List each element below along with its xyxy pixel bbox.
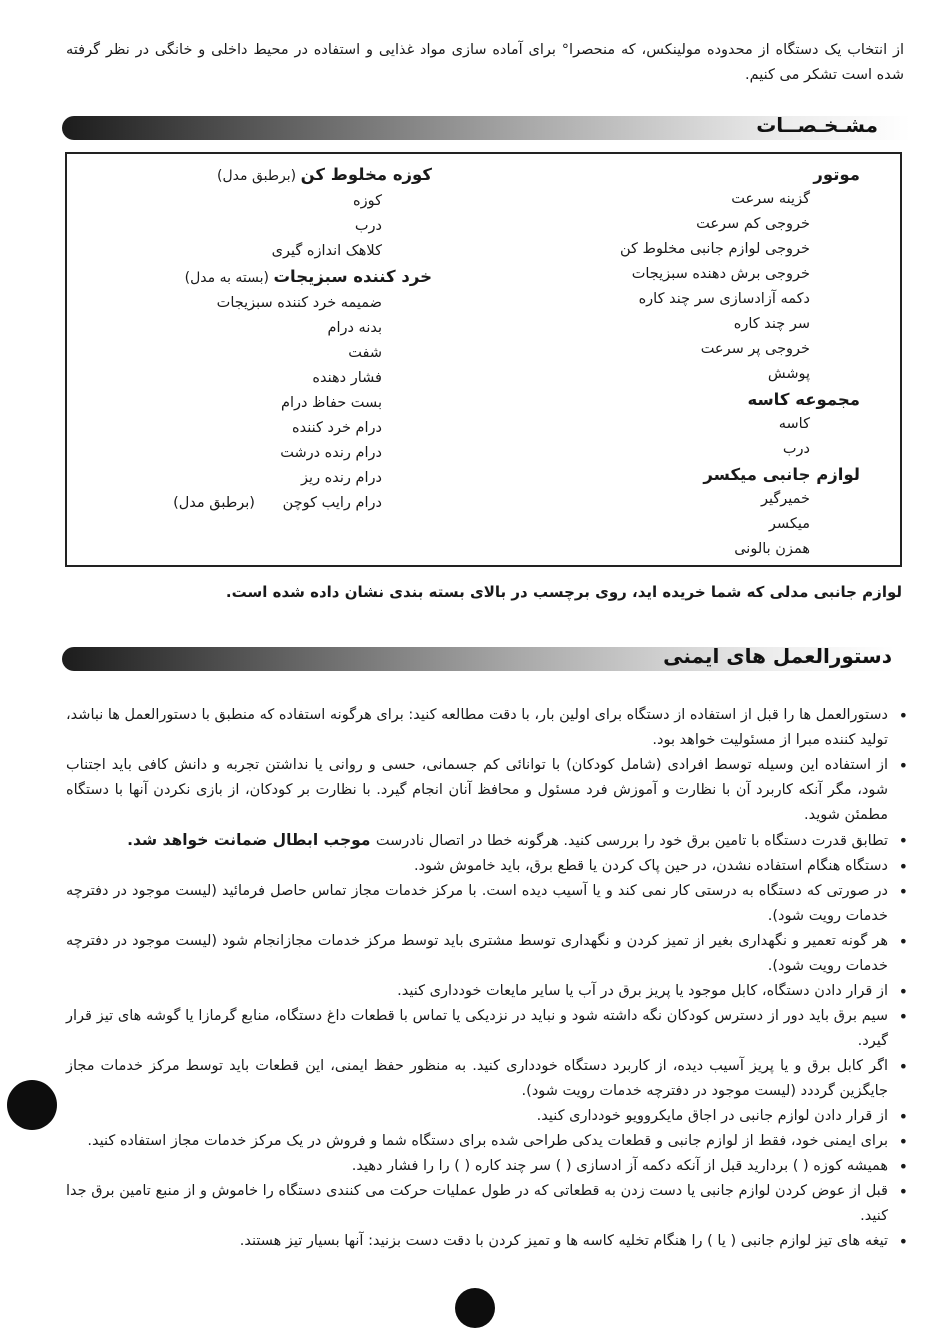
spec-group-heading xyxy=(102,162,432,189)
spec-group-heading-text: کوزه مخلوط کن xyxy=(300,165,432,184)
spec-item: کاسه xyxy=(778,416,810,432)
intro-paragraph: از انتخاب یک دستگاه از محدوده مولینکس، که منحصرا° برای آماده سازی مواد غذایی و استفاده در محیط داخلی و خانگی در نظر گرفته شده است تشکر می کنیم. xyxy=(66,42,904,83)
safety-item-text: از استفاده این وسیله توسط افرادی (شامل کودکان) با توانائی کم جسمانی، حسی و روانی یا نداشتن تجربه و دانش کافی باید اجتناب شود، مگر آنکه کاربرد آن با نظارت و آموزش فرد مسئول و محافظ آنان انجام گیرد. با نظارت بر کودکان، از بازی نکردن آنها با دستگاه مطمئن شوید. xyxy=(66,757,888,823)
safety-item-text: دستگاه هنگام استفاده نشدن، در حین پاک کردن یا قطع برق، باید خاموش شود. xyxy=(413,858,888,874)
safety-item xyxy=(66,1154,912,1179)
spec-group-heading xyxy=(480,162,860,187)
spec-item: درام رنده ریز xyxy=(301,470,382,486)
safety-list xyxy=(66,703,912,1254)
specs-note: لوازم جانبی مدلی که شما خریده اید، روی برچسب در بالای بسته بندی نشان داده شده است. xyxy=(225,583,902,601)
specs-right-column xyxy=(480,162,860,562)
spec-item: گزینه سرعت xyxy=(731,191,810,207)
safety-item-text: همیشه کوزه ( ) بردارید قبل از آنکه دکمه آز ادسازی ( ) سر چند کاره ( ) را را فشار دهید. xyxy=(351,1158,888,1174)
specs-title: مشـخـصــات xyxy=(756,113,878,137)
spec-item: میکسر xyxy=(768,516,810,532)
spec-item: دکمه آزادسازی سر چند کاره xyxy=(638,291,810,307)
spec-group-heading-text: موتور xyxy=(813,165,860,184)
spec-group-heading xyxy=(480,462,860,487)
spec-item: بدنه درام xyxy=(327,320,382,336)
spec-item: بست حفاظ درام xyxy=(280,395,382,411)
safety-item xyxy=(66,1104,912,1129)
safety-item-text: از قرار دادن دستگاه، کابل موجود یا پریز برق در آب یا سایر مایعات خودداری کنید. xyxy=(397,983,888,999)
safety-item xyxy=(66,753,912,828)
safety-item-text: قبل از عوض کردن لوازم جانبی یا دست زدن به قطعاتی که در طول عملیات حرکت می کنندی دستگاه را خاموش و از منبع تامین برق جدا کنید. xyxy=(66,1183,888,1224)
safety-item xyxy=(66,1179,912,1229)
spec-item: همزن بالونی xyxy=(734,541,810,557)
safety-item xyxy=(66,1129,912,1154)
spec-item: درب xyxy=(782,441,810,457)
spec-item: درام رایب کوچن (برطبق مدل) xyxy=(173,495,382,511)
spec-item: شفت xyxy=(348,345,382,361)
specs-left-column xyxy=(102,162,432,516)
page-number-circle xyxy=(455,1288,495,1328)
spec-item: فشار دهنده xyxy=(312,370,382,386)
safety-item-text: هر گونه تعمیر و نگهداری بغیر از تمیز کردن و نگهداری توسط مشتری باید توسط مرکز خدمات مجازانجام شود (لیست موجود در دفترچه خدمات رویت شود). xyxy=(66,933,888,974)
safety-item xyxy=(66,979,912,1004)
page-marker-circle xyxy=(7,1080,57,1130)
spec-item: پوشش xyxy=(767,366,810,382)
spec-item: کلاهک اندازه گیری xyxy=(271,243,382,259)
safety-item xyxy=(66,929,912,979)
spec-item: کوزه xyxy=(353,193,382,209)
safety-item xyxy=(66,703,912,753)
safety-item xyxy=(66,879,912,929)
safety-item xyxy=(66,854,912,879)
safety-item-emphasis: موجب ابطال ضمانت خواهد شد. xyxy=(127,831,376,849)
safety-list-container xyxy=(66,703,912,1254)
safety-item-text: تطابق قدرت دستگاه با تامین برق خود را بررسی کنید. هرگونه خطا در اتصال نادرست xyxy=(375,833,888,849)
safety-item-text: در صورتی که دستگاه به درستی کار نمی کند و یا آسیب دیده است. با مرکز خدمات مجاز تماس حاصل فرمائید (لیست موجود در دفترچه خدمات رویت شود). xyxy=(66,883,888,924)
spec-group-heading-note: (بسته به مدل) xyxy=(184,270,274,286)
safety-item-text: تیغه های تیز لوازم جانبی ( یا ) را هنگام تخلیه کاسه ها و تمیز کردن با دقت دست بزنید: آنها بسیار تیز هستند. xyxy=(239,1233,888,1249)
spec-group-heading-text: مجموعه کاسه xyxy=(747,390,860,409)
safety-item xyxy=(66,828,912,854)
spec-group-heading-note: (برطبق مدل) xyxy=(217,168,301,184)
spec-item: ضمیمه خرد کننده سبزیجات xyxy=(216,295,382,311)
safety-item-text: سیم برق باید دور از دسترس کودکان نگه داشته شود و نباید در نزدیکی یا تماس با قطعات داغ دستگاه، منابع گرمازا یا گوشه های تیز قرار گیرد. xyxy=(66,1008,888,1049)
spec-item: درام رنده درشت xyxy=(280,445,382,461)
spec-item: خروجی لوازم جانبی مخلوط کن xyxy=(619,241,810,257)
spec-item: درام خرد کننده xyxy=(292,420,382,436)
safety-item-text: دستورالعمل ها را قبل از استفاده از دستگاه برای اولین بار، با دقت مطالعه کنید: برای هرگونه استفاده که منطبق با دستورالعمل ها نباشد، تولید کننده مبرا از مسئولیت خواهد بود. xyxy=(66,707,888,748)
spec-item: خروجی پر سرعت xyxy=(700,341,810,357)
spec-item: خروجی کم سرعت xyxy=(696,216,810,232)
spec-item: سر چند کاره xyxy=(733,316,810,332)
specs-box xyxy=(65,152,902,567)
spec-group-heading xyxy=(102,264,432,291)
spec-item: درب xyxy=(354,218,382,234)
safety-item xyxy=(66,1054,912,1104)
safety-item-text: از قرار دادن لوازم جانبی در اجاق مایکروویو خودداری کنید. xyxy=(536,1108,888,1124)
spec-group-heading-text: لوازم جانبی میکسر xyxy=(703,465,860,484)
safety-title: دستورالعمل های ایمنی xyxy=(663,644,892,668)
spec-group-heading xyxy=(480,387,860,412)
spec-item: خروجی برش دهنده سبزیجات xyxy=(631,266,810,282)
safety-item-text: برای ایمنی خود، فقط از لوازم جانبی و قطعات یدکی طراحی شده برای دستگاه شما و فروش در یک مرکز خدمات مجاز استفاده کنید. xyxy=(87,1133,888,1149)
spec-group-heading-text: خرد کننده سبزیجات xyxy=(273,267,432,286)
safety-item-text: اگر کابل برق و یا پریز آسیب دیده، از کاربرد دستگاه خودداری کنید. به منظور حفظ ایمنی، این قطعات باید توسط مرکز خدمات مجاز جایگزین گرددد (لیست موجود در دفترچه خدمات رویت شود). xyxy=(66,1058,888,1099)
safety-item xyxy=(66,1004,912,1054)
safety-item xyxy=(66,1229,912,1254)
spec-item: خمیرگیر xyxy=(760,491,810,507)
